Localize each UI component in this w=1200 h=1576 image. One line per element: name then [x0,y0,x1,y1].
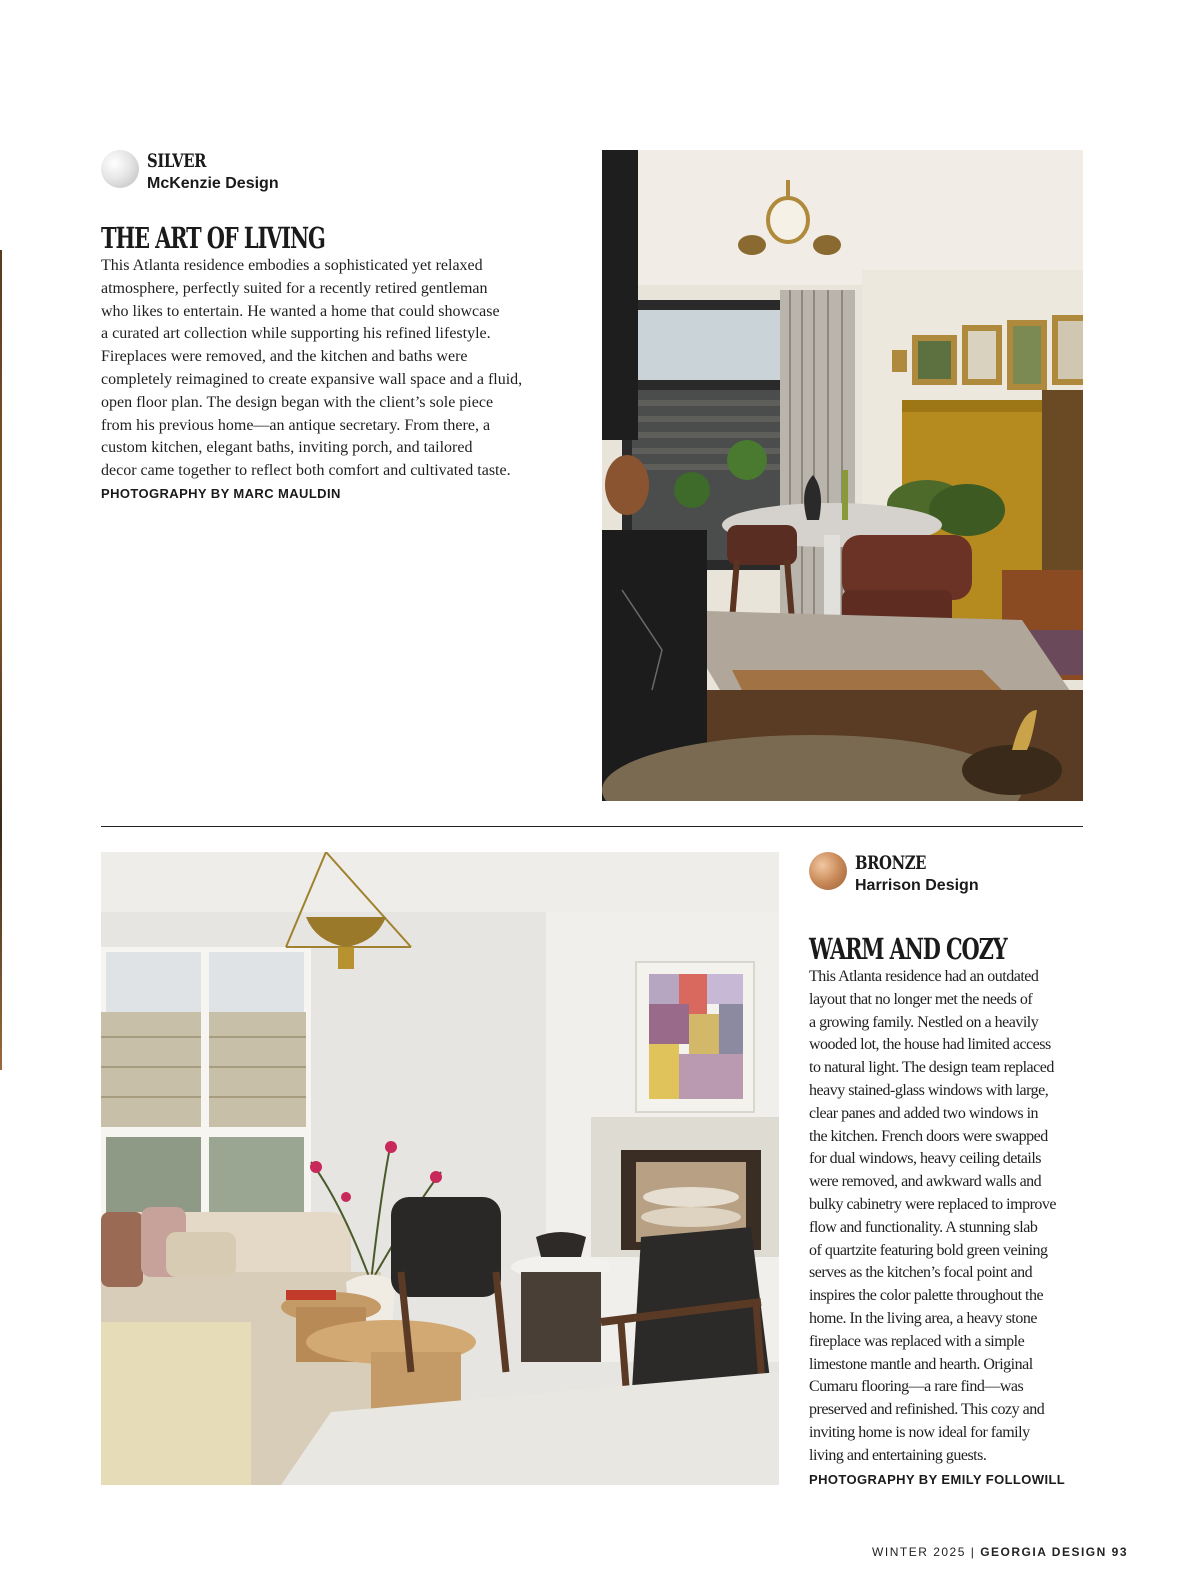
body-line: a growing family. Nestled on a heavily [809,1013,1039,1031]
body-line: were removed, and awkward walls and [809,1173,1042,1191]
body-line: who likes to entertain. He wanted a home that could showcase [101,302,500,320]
bronze-medal-icon [809,852,847,890]
page-edge-strip [0,250,2,1070]
issue-label: WINTER 2025 [872,1545,966,1559]
award-tier: SILVER [147,150,207,172]
page-folio [872,1545,1128,1559]
award-tier: BRONZE [855,852,927,874]
article-body [101,255,571,483]
body-line: atmosphere, perfectly suited for a recently retired gentleman [101,279,488,297]
body-line: limestone mantle and hearth. Original [809,1355,1033,1373]
body-line: completely reimagined to create expansive wall space and a fluid, [101,370,523,388]
magazine-name: GEORGIA DESIGN [980,1545,1107,1559]
body-line: decor came together to reflect both comfort and cultivated taste. [101,462,511,480]
page-number: 93 [1111,1545,1128,1559]
body-line: flow and functionality. A stunning slab [809,1218,1038,1236]
body-line: custom kitchen, elegant baths, inviting porch, and tailored [101,439,473,457]
living-room-photo [101,852,779,1485]
body-line: This Atlanta residence had an outdated [809,968,1039,985]
body-line: layout that no longer met the needs of [809,990,1033,1008]
photo-credit: PHOTOGRAPHY BY MARC MAULDIN [101,486,341,501]
body-line: a curated art collection while supporting his refined lifestyle. [101,325,491,343]
section-divider [101,826,1083,827]
body-line: living and entertaining guests. [809,1446,987,1464]
dining-room-photo [602,150,1083,801]
body-line: from his previous home—an antique secretary. From there, a [101,416,491,434]
article-body [809,966,1094,1468]
silver-medal-icon [101,150,139,188]
photo-credit: PHOTOGRAPHY BY EMILY FOLLOWILL [809,1472,1066,1487]
body-line: Fireplaces were removed, and the kitchen and baths were [101,348,468,366]
firm-name: Harrison Design [855,877,979,894]
body-line: Cumaru flooring—a rare find—was [809,1378,1024,1396]
award-badge-silver [101,150,279,195]
body-line: clear panes and added two windows in [809,1104,1039,1122]
body-line: serves as the kitchen’s focal point and [809,1264,1033,1282]
body-line: the kitchen. French doors were swapped [809,1127,1048,1145]
article-title: WARM AND COZY [809,932,1007,966]
firm-name: McKenzie Design [147,175,279,192]
folio-separator: | [970,1545,976,1559]
body-line: This Atlanta residence embodies a sophisticated yet relaxed [101,257,483,274]
body-line: heavy stained-glass windows with large, [809,1081,1049,1099]
body-line: inviting home is now ideal for family [809,1423,1030,1441]
body-line: wooded lot, the house had limited access [809,1036,1051,1054]
body-line: of quartzite featuring bold green veining [809,1241,1048,1259]
body-line: bulky cabinetry were replaced to improve [809,1195,1056,1213]
article-title: THE ART OF LIVING [101,221,325,255]
body-line: fireplace was replaced with a simple [809,1332,1025,1350]
award-badge-bronze [809,852,979,897]
body-line: to natural light. The design team replaced [809,1059,1054,1077]
body-line: preserved and refinished. This cozy and [809,1401,1045,1419]
body-line: home. In the living area, a heavy stone [809,1309,1037,1327]
body-line: inspires the color palette throughout the [809,1287,1044,1305]
body-line: for dual windows, heavy ceiling details [809,1150,1041,1168]
body-line: open floor plan. The design began with the client’s sole piece [101,393,494,411]
